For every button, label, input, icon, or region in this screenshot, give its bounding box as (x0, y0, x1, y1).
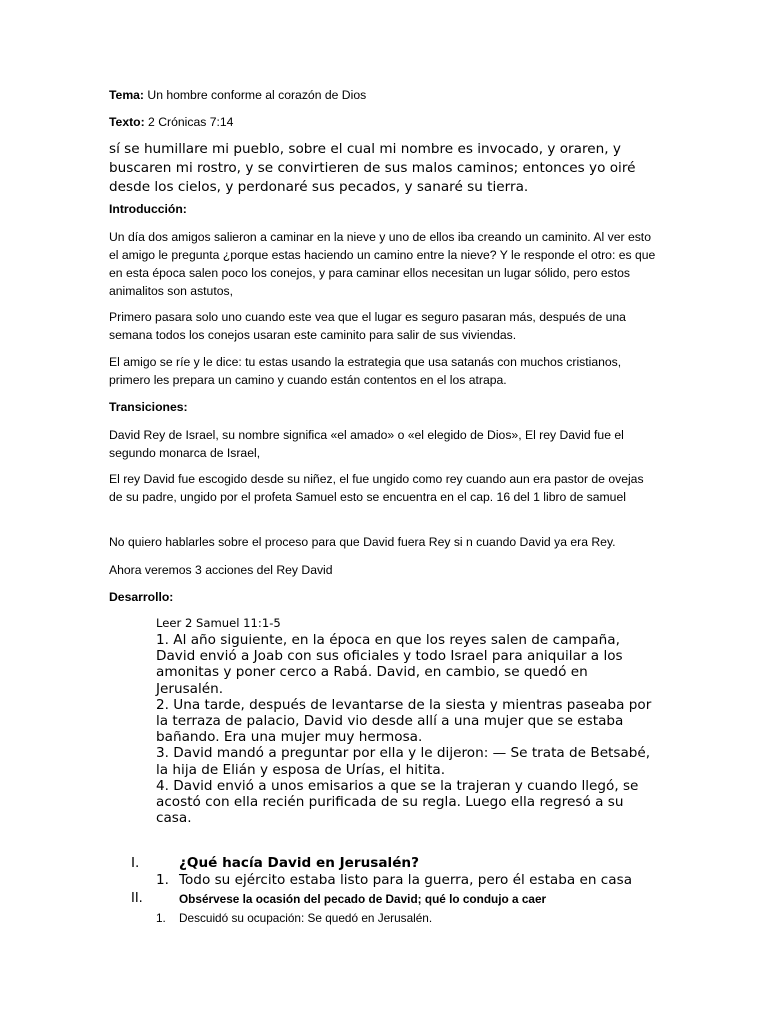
reading-passage (156, 632, 656, 826)
transiciones-paragraph-1: David Rey de Israel, su nombre significa «el amado» o «el elegido de Dios», El rey David fue el segundo monarca de Israel, (109, 428, 624, 460)
reading-verse-3: 3. David mandó a preguntar por ella y le dijeron: — Se trata de Betsabé, la hija de Elián y esposa de Urías, el hitita. (156, 745, 651, 778)
texto-value: 2 Crónicas 7:14 (144, 115, 234, 129)
outline-subitem-2-number: 1. (156, 911, 166, 925)
transiciones-paragraph-2: El rey David fue escogido desde su niñez, el fue ungido como rey cuando aun era pastor de ovejas de su padre, ungido por el profeta Samuel esto se encuentra en el cap. 16 del 1 libro de samuel (109, 472, 644, 504)
tema-value: Un hombre conforme al corazón de Dios (144, 88, 367, 102)
outline-subitem-2-text: Descuidó su ocupación: Se quedó en Jerusalén. (179, 911, 433, 925)
texto-line (109, 113, 659, 131)
outline-subitem-1-text: Todo su ejército estaba listo para la guerra, pero él estaba en casa (179, 872, 633, 888)
outline-item-2-number: II. (131, 891, 143, 906)
texto-label: Texto: (109, 115, 145, 129)
transiciones-paragraph-3: No quiero hablarles sobre el proceso para que David fuera Rey si n cuando David ya era Rey. (109, 535, 616, 549)
transiciones-paragraph-4: Ahora veremos 3 acciones del Rey David (109, 563, 333, 577)
verse-text: sí se humillare mi pueblo, sobre el cual mi nombre es invocado, y oraren, y buscaren mi rostro, y se convirtieren de sus malos caminos; entonces yo oiré desde los cielos, y perdonaré sus pecados, y sanaré su tierra. (109, 141, 636, 195)
introduccion-heading: Introducción: (109, 202, 187, 216)
intro-paragraph-3: El amigo se ríe y le dice: tu estas usando la estrategia que usa satanás con muchos cristianos, primero les prepara un camino y cuando están contentos en el los atrapa. (109, 355, 622, 387)
tema-label: Tema: (109, 88, 144, 102)
desarrollo-heading: Desarrollo: (109, 590, 174, 604)
outline-item-1-heading: ¿Qué hacía David en Jerusalén? (179, 855, 419, 871)
outline-subitem-1-number: 1. (156, 872, 169, 888)
outline-item-1-number: I. (131, 855, 140, 871)
reading-verse-2: 2. Una tarde, después de levantarse de la siesta y mientras paseaba por la terraza de palacio, David vio desde allí a una mujer que se estaba bañando. Era una mujer muy hermosa. (156, 696, 652, 746)
reading-reference: Leer 2 Samuel 11:1-5 (156, 616, 281, 630)
intro-paragraph-2: Primero pasara solo uno cuando este vea que el lugar es seguro pasaran más, después de una semana todos los conejos usaran este caminito para salir de sus viviendas. (109, 310, 626, 342)
transiciones-heading: Transiciones: (109, 400, 188, 414)
reading-verse-1: 1. Al año siguiente, en la época en que los reyes salen de campaña, David envió a Joab con sus oficiales y todo Israel para aniquilar a los amonitas y poner cerco a Rabá. David, en cambio, se quedó en Jerusalén. (156, 632, 623, 697)
outline-item-2-heading: Obsérvese la ocasión del pecado de David; qué lo condujo a caer (179, 892, 547, 906)
reading-verse-4: 4. David envió a unos emisarios a que se la trajeran y cuando llegó, se acostó con ella recién purificada de su regla. Luego ella regresó a su casa. (156, 777, 639, 827)
intro-paragraph-1: Un día dos amigos salieron a caminar en la nieve y uno de ellos iba creando un caminito. Al ver esto el amigo le pregunta ¿porque estas haciendo un camino entre la nieve? Y le responde el otro: es que en esta época salen poco los conejos, y para caminar ellos necesitan un lugar sólido, pero estos animalitos son astutos, (109, 230, 656, 298)
tema-line (109, 86, 659, 104)
